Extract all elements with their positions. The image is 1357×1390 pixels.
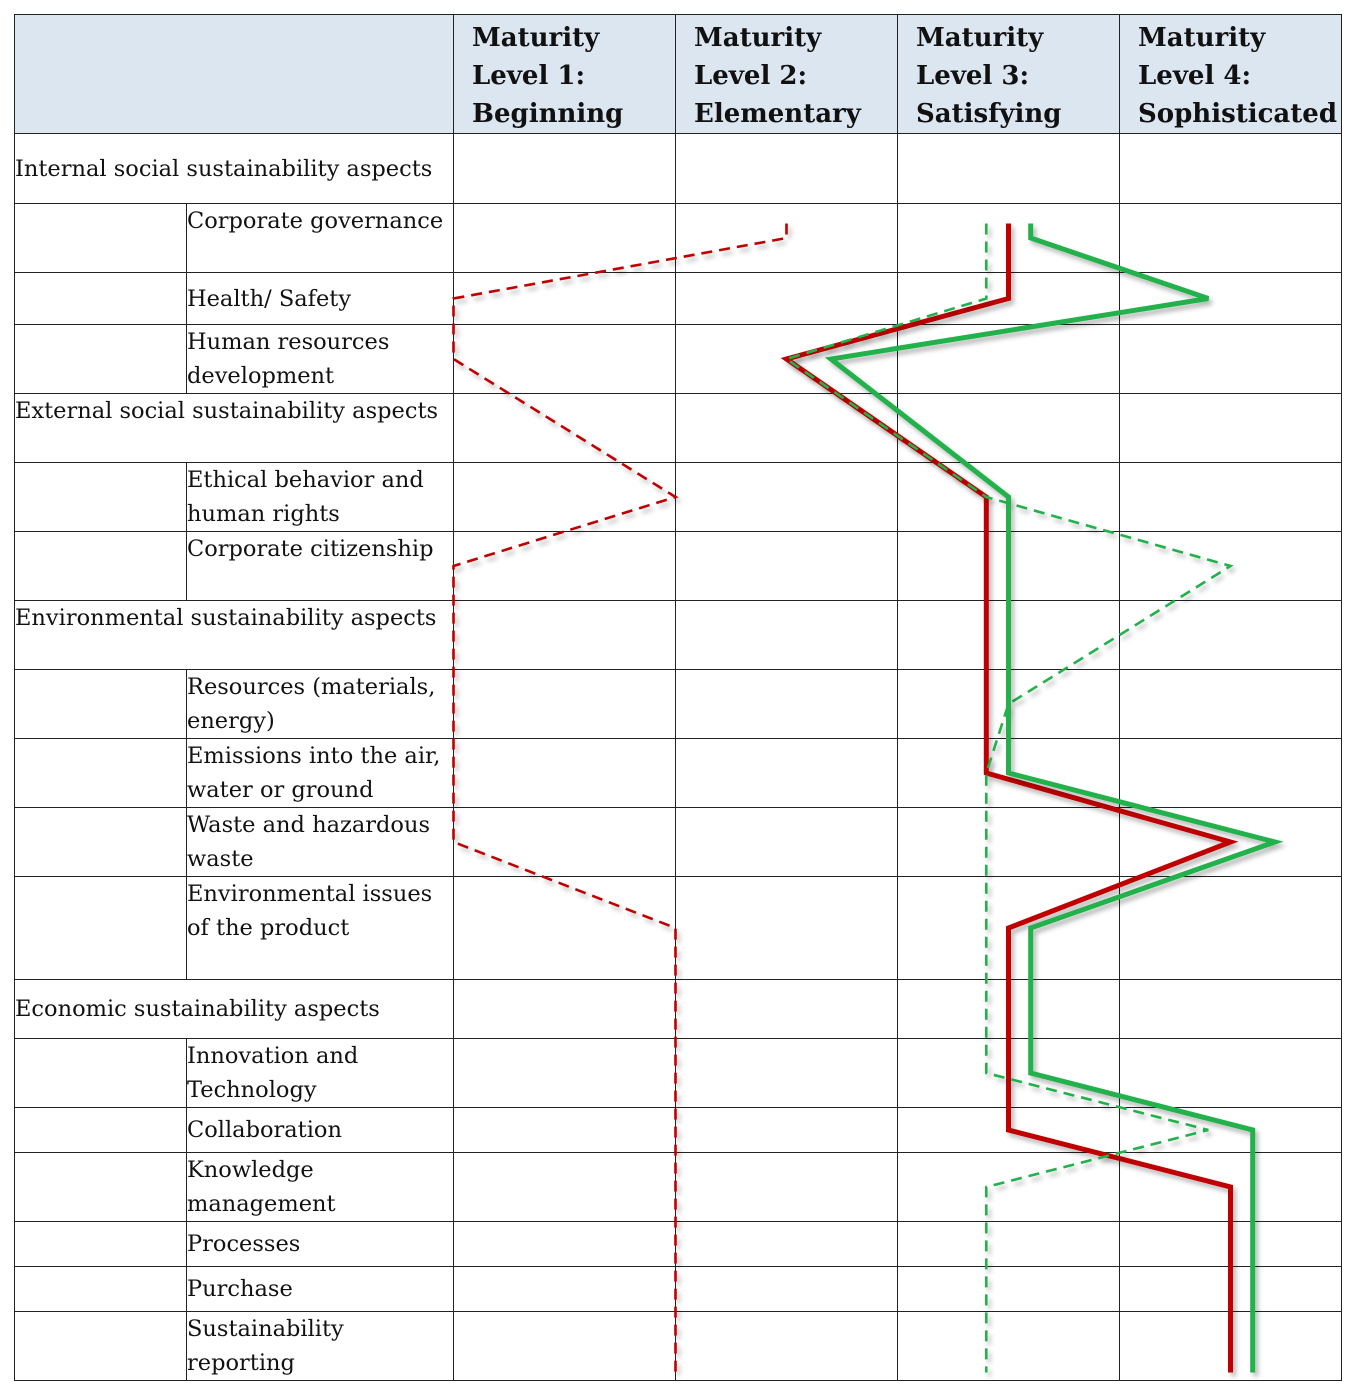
header-level-1 <box>454 15 676 134</box>
level-cell <box>898 808 1120 877</box>
level-cell <box>454 273 676 325</box>
aspect-row <box>15 877 1342 980</box>
header-level-3-line2: Level 3: <box>916 61 1030 91</box>
aspect-label: Corporate governance <box>187 204 454 273</box>
indent-cell <box>15 1108 187 1153</box>
aspect-label: Human resources development <box>187 325 454 394</box>
header-level-3-line1: Maturity <box>916 23 1044 53</box>
level-cell <box>676 204 898 273</box>
indent-cell <box>15 463 187 532</box>
level-cell <box>898 463 1120 532</box>
indent-cell <box>15 273 187 325</box>
level-cell <box>676 601 898 670</box>
level-cell <box>898 134 1120 204</box>
header-row <box>15 15 1342 134</box>
level-cell <box>1120 325 1342 394</box>
level-cell <box>454 739 676 808</box>
level-cell <box>676 739 898 808</box>
level-cell <box>898 980 1120 1039</box>
level-cell <box>676 1222 898 1267</box>
section-label: External social sustainability aspects <box>15 394 454 463</box>
aspect-row <box>15 273 1342 325</box>
level-cell <box>676 134 898 204</box>
level-cell <box>898 394 1120 463</box>
level-cell <box>898 1267 1120 1312</box>
level-cell <box>676 877 898 980</box>
indent-cell <box>15 877 187 980</box>
aspect-label: Waste and hazardous waste <box>187 808 454 877</box>
indent-cell <box>15 325 187 394</box>
header-level-4 <box>1120 15 1342 134</box>
level-cell <box>676 808 898 877</box>
header-level-4-line1: Maturity <box>1138 23 1266 53</box>
header-level-1-line3: Beginning <box>472 99 624 129</box>
indent-cell <box>15 1039 187 1108</box>
aspect-row <box>15 1222 1342 1267</box>
section-row <box>15 980 1342 1039</box>
level-cell <box>1120 670 1342 739</box>
level-cell <box>454 394 676 463</box>
level-cell <box>454 1108 676 1153</box>
level-cell <box>1120 1267 1342 1312</box>
level-cell <box>454 532 676 601</box>
level-cell <box>454 134 676 204</box>
level-cell <box>898 1039 1120 1108</box>
level-cell <box>676 1039 898 1108</box>
header-level-3-line3: Satisfying <box>916 99 1062 129</box>
level-cell <box>676 273 898 325</box>
header-level-2-line1: Maturity <box>694 23 822 53</box>
indent-cell <box>15 532 187 601</box>
aspect-row <box>15 670 1342 739</box>
level-cell <box>898 273 1120 325</box>
level-cell <box>676 1108 898 1153</box>
level-cell <box>1120 273 1342 325</box>
section-label: Environmental sustainability aspects <box>15 601 454 670</box>
level-cell <box>676 980 898 1039</box>
level-cell <box>1120 980 1342 1039</box>
aspect-row <box>15 739 1342 808</box>
aspect-label: Processes <box>187 1222 454 1267</box>
header-level-2-line2: Level 2: <box>694 61 808 91</box>
level-cell <box>454 463 676 532</box>
level-cell <box>454 204 676 273</box>
level-cell <box>1120 1222 1342 1267</box>
level-cell <box>454 670 676 739</box>
level-cell <box>676 532 898 601</box>
aspect-label: Environmental issues of the product <box>187 877 454 980</box>
indent-cell <box>15 670 187 739</box>
level-cell <box>1120 463 1342 532</box>
header-level-4-line2: Level 4: <box>1138 61 1252 91</box>
level-cell <box>454 1153 676 1222</box>
level-cell <box>454 1312 676 1381</box>
level-cell <box>1120 1312 1342 1381</box>
header-level-3 <box>898 15 1120 134</box>
aspect-row <box>15 1267 1342 1312</box>
aspect-row <box>15 1312 1342 1381</box>
level-cell <box>898 532 1120 601</box>
indent-cell <box>15 1312 187 1381</box>
level-cell <box>676 1312 898 1381</box>
level-cell <box>676 394 898 463</box>
level-cell <box>1120 877 1342 980</box>
indent-cell <box>15 1222 187 1267</box>
indent-cell <box>15 204 187 273</box>
level-cell <box>898 877 1120 980</box>
section-row <box>15 394 1342 463</box>
level-cell <box>454 1222 676 1267</box>
level-cell <box>1120 739 1342 808</box>
section-row <box>15 134 1342 204</box>
level-cell <box>898 204 1120 273</box>
level-cell <box>1120 1108 1342 1153</box>
aspect-label: Sustainability reporting <box>187 1312 454 1381</box>
level-cell <box>454 601 676 670</box>
level-cell <box>898 1108 1120 1153</box>
aspect-label: Emissions into the air, water or ground <box>187 739 454 808</box>
level-cell <box>898 739 1120 808</box>
aspect-row <box>15 204 1342 273</box>
section-row <box>15 601 1342 670</box>
level-cell <box>1120 204 1342 273</box>
aspect-row <box>15 325 1342 394</box>
level-cell <box>898 325 1120 394</box>
aspect-label: Knowledge management <box>187 1153 454 1222</box>
level-cell <box>898 1222 1120 1267</box>
level-cell <box>898 1153 1120 1222</box>
level-cell <box>1120 532 1342 601</box>
level-cell <box>1120 601 1342 670</box>
level-cell <box>454 1267 676 1312</box>
level-cell <box>1120 134 1342 204</box>
aspect-label: Collaboration <box>187 1108 454 1153</box>
aspect-label: Ethical behavior and human rights <box>187 463 454 532</box>
aspect-label: Purchase <box>187 1267 454 1312</box>
level-cell <box>454 808 676 877</box>
aspect-label: Health/ Safety <box>187 273 454 325</box>
level-cell <box>1120 808 1342 877</box>
level-cell <box>1120 1039 1342 1108</box>
aspect-label: Resources (materials, energy) <box>187 670 454 739</box>
aspect-label: Innovation and Technology <box>187 1039 454 1108</box>
level-cell <box>454 325 676 394</box>
level-cell <box>454 980 676 1039</box>
level-cell <box>898 670 1120 739</box>
level-cell <box>676 1153 898 1222</box>
level-cell <box>898 601 1120 670</box>
header-level-1-line1: Maturity <box>472 23 600 53</box>
header-level-4-line3: Sophisticated <box>1138 99 1338 129</box>
level-cell <box>1120 394 1342 463</box>
level-cell <box>454 877 676 980</box>
level-cell <box>454 1039 676 1108</box>
aspect-row <box>15 1153 1342 1222</box>
section-label: Economic sustainability aspects <box>15 980 454 1039</box>
level-cell <box>898 1312 1120 1381</box>
indent-cell <box>15 1153 187 1222</box>
indent-cell <box>15 808 187 877</box>
aspect-row <box>15 463 1342 532</box>
section-label: Internal social sustainability aspects <box>15 134 454 204</box>
aspect-row <box>15 1039 1342 1108</box>
header-level-1-line2: Level 1: <box>472 61 586 91</box>
aspect-row <box>15 1108 1342 1153</box>
maturity-table <box>14 14 1342 1381</box>
aspect-label: Corporate citizenship <box>187 532 454 601</box>
level-cell <box>676 1267 898 1312</box>
indent-cell <box>15 739 187 808</box>
level-cell <box>676 325 898 394</box>
level-cell <box>1120 1153 1342 1222</box>
header-level-2 <box>676 15 898 134</box>
aspect-row <box>15 808 1342 877</box>
aspect-row <box>15 532 1342 601</box>
header-corner-cell <box>15 15 454 134</box>
indent-cell <box>15 1267 187 1312</box>
header-level-2-line3: Elementary <box>694 99 861 129</box>
level-cell <box>676 463 898 532</box>
level-cell <box>676 670 898 739</box>
